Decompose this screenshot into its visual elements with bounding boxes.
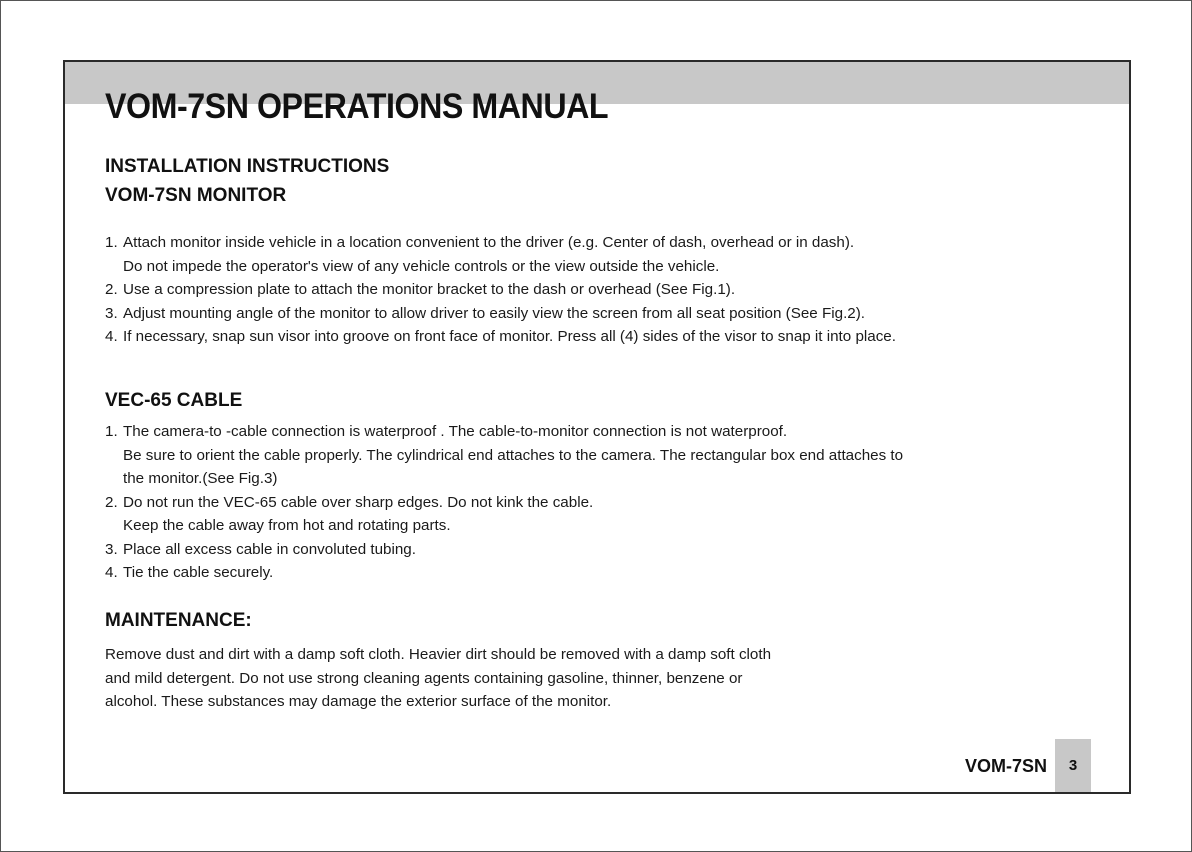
footer-model-name: VOM-7SN [964,756,1047,776]
manual-page [63,60,1131,794]
list-item: 3. Place all excess cable in convoluted tubing. [105,540,416,558]
cable-heading: VEC-65 CABLE [105,390,243,411]
maintenance-heading: MAINTENANCE: [105,610,252,631]
maintenance-line: and mild detergent. Do not use strong cleaning agents containing gasoline, thinner, benzene or [105,669,743,687]
maintenance-line: Remove dust and dirt with a damp soft cloth. Heavier dirt should be removed with a damp soft cloth [105,646,772,663]
list-item: 2. Use a compression plate to attach the monitor bracket to the dash or overhead (See Fig.1). [105,281,736,298]
manual-title: VOM-7SN OPERATIONS MANUAL [105,87,609,126]
list-item: 3. Adjust mounting angle of the monitor to allow driver to easily view the screen from all seat position (See Fig.2). [105,304,866,322]
installation-list [105,231,896,349]
monitor-subheading: VOM-7SN MONITOR [105,185,287,206]
list-item: 1. Attach monitor inside vehicle in a location convenient to the driver (e.g. Center of dash, overhead or in dash). Do not impede the operator's view of any vehicle controls or the view outside the vehicle. [105,234,855,275]
list-item: 4. Tie the cable securely. [105,564,274,581]
installation-heading: INSTALLATION INSTRUCTIONS [105,156,390,177]
list-item: 2. Do not run the VEC-65 cable over sharp edges. Do not kink the cable. Keep the cable away from hot and rotating parts. [105,493,594,534]
cable-list [105,420,903,585]
list-item: 4. If necessary, snap sun visor into groove on front face of monitor. Press all (4) sides of the visor to snap it into place. [105,328,896,345]
maintenance-line: alcohol. These substances may damage the exterior surface of the monitor. [105,693,612,710]
list-item: 1. The camera-to -cable connection is waterproof . The cable-to-monitor connection is not waterproof. Be sure to orient the cable properly. The cylindrical end attaches to the camera. The rectangular box end attaches to the monitor.(See Fig.3) [105,423,904,487]
page-number: 3 [1055,739,1091,792]
maintenance-paragraph [105,643,771,714]
